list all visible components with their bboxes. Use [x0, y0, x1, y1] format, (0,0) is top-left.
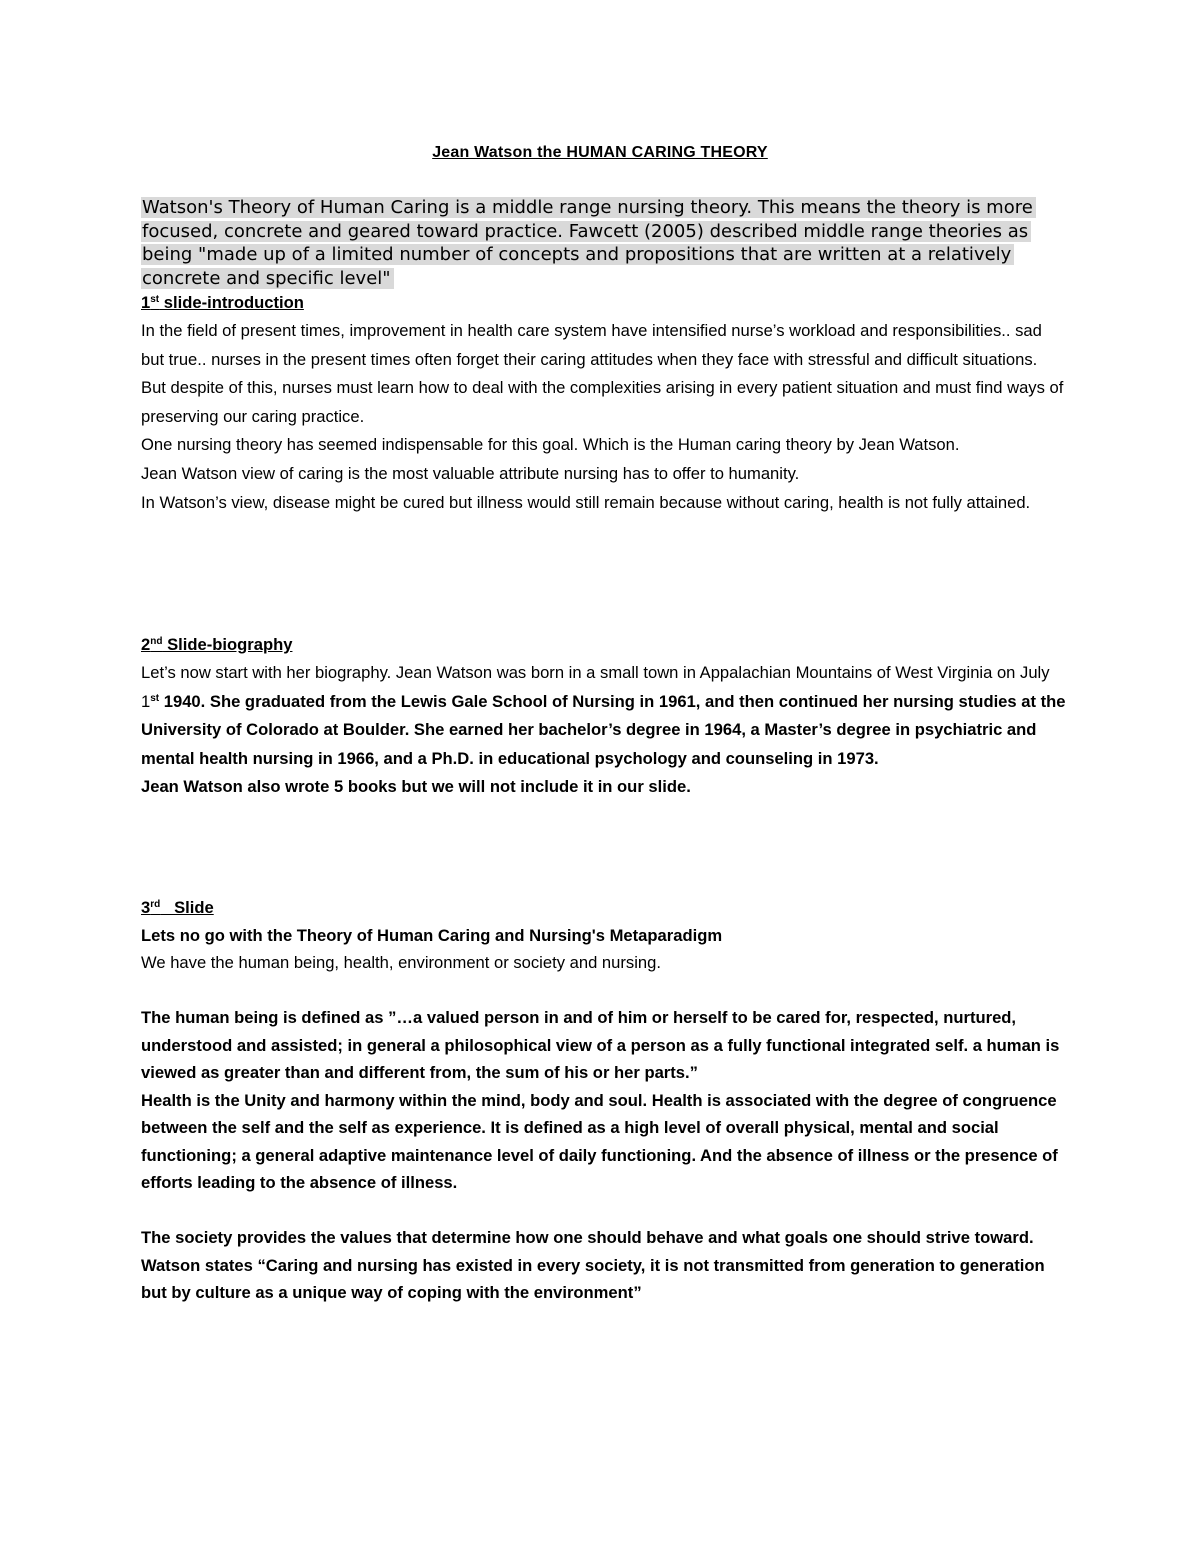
society-term: society: [175, 1228, 233, 1247]
biography-date-suffix: st: [150, 692, 160, 704]
slide3-section: [141, 894, 1066, 1307]
biography-text-normal: Let’s now start with her biography. Jean Watson was born in a small town in Appalachian Mountains of West Virginia on July 1: [141, 663, 1050, 711]
metaparadigm-line: We have the human being, health, environment or society and nursing.: [141, 953, 661, 972]
slide3-heading: [141, 894, 1066, 922]
human-being-definition: is defined as ”…a valued person in and of him or herself to be cared for, respected, nurtured, understood and assisted; in general a philosophical view of a person as a fully functional integrated self. a human is viewed as greater than and different from, the sum of his or her parts.”: [141, 1008, 1060, 1082]
slide2-heading: [141, 631, 1066, 659]
slide3-heading-number: 3: [141, 898, 151, 917]
slide2-heading-label: Slide-biography: [162, 635, 293, 654]
books-note: Jean Watson also wrote 5 books but we will not include it in our slide.: [141, 777, 691, 797]
spacer: [141, 1197, 1066, 1225]
slide2-section: [141, 631, 1066, 802]
slide1-paragraph: In Watson’s view, disease might be cured but illness would still remain because without caring, health is not fully attained.: [141, 492, 1031, 512]
biography-paragraph: [141, 659, 1066, 773]
human-being-term: The human being: [141, 1008, 279, 1027]
society-definition: provides the values that determine how one should behave and what goals one should strive toward. Watson states “Caring and nursing has existed in every society, it is not transmitted from generation to generation but by culture as a unique way of coping with the environment”: [141, 1228, 1045, 1302]
slide3-heading-suffix: rd: [150, 899, 161, 910]
slide3-subheading: Lets no go with the Theory of Human Caring and Nursing's Metaparadigm: [141, 925, 723, 945]
biography-text-bold: 1940. She graduated from the Lewis Gale School of Nursing in 1961, and then continued her nursing studies at the University of Colorado at Boulder. She earned her bachelor’s degree in 1964, a Master’s degree in psychiatric and mental health nursing in 1966, and a Ph.D. in educational psychology and counseling in 1973.: [141, 691, 1066, 768]
human-being-paragraph: [141, 1004, 1066, 1087]
spacer: [141, 977, 1066, 1005]
slide1-heading-label: slide-introduction: [159, 293, 304, 312]
slide1-paragraph: One nursing theory has seemed indispensable for this goal. Which is the Human caring theory by Jean Watson.: [141, 435, 960, 455]
document-title: Jean Watson the HUMAN CARING THEORY: [432, 144, 768, 161]
slide1-paragraph: But despite of this, nurses must learn how to deal with the complexities arising in every patient situation and must find ways of preserving our caring practice.: [141, 378, 1064, 426]
society-prefix: The: [141, 1228, 176, 1247]
health-definition: is the Unity and harmony within the mind, body and soul. Health is associated with the degree of congruence between the self and the self as experience. It is defined as a high level of overall physical, mental and social functioning; a general adaptive maintenance level of daily functioning. And the absence of illness or the presence of efforts leading to the absence of illness.: [141, 1090, 1058, 1192]
health-term: Health: [141, 1090, 192, 1110]
slide2-heading-number: 2: [141, 635, 151, 654]
slide3-heading-label: Slide: [160, 898, 214, 917]
slide1-heading-number: 1: [141, 293, 151, 312]
slide1-heading-suffix: st: [150, 294, 160, 305]
slide1-heading: [141, 289, 1066, 317]
slide2-heading-suffix: nd: [150, 636, 163, 647]
society-paragraph: [141, 1224, 1066, 1307]
slide1-paragraph: In the field of present times, improvement in health care system have intensified nurse’s workload and responsibilities.. sad but true.. nurses in the present times often forget their caring attitudes when they face with stressful and difficult situations.: [141, 321, 1042, 369]
slide1-paragraph: Jean Watson view of caring is the most valuable attribute nursing has to offer to humanity.: [141, 463, 800, 483]
health-paragraph: [141, 1087, 1066, 1197]
intro-paragraph: [141, 196, 1066, 290]
slide1-section: [141, 289, 1066, 517]
intro-highlighted-text: Watson's Theory of Human Caring is a middle range nursing theory. This means the theory is more focused, concrete and geared toward practice. Fawcett (2005) described middle range theories as being "made up of a limited number of concepts and propositions that are written at a relatively concrete and specific level": [141, 197, 1036, 289]
